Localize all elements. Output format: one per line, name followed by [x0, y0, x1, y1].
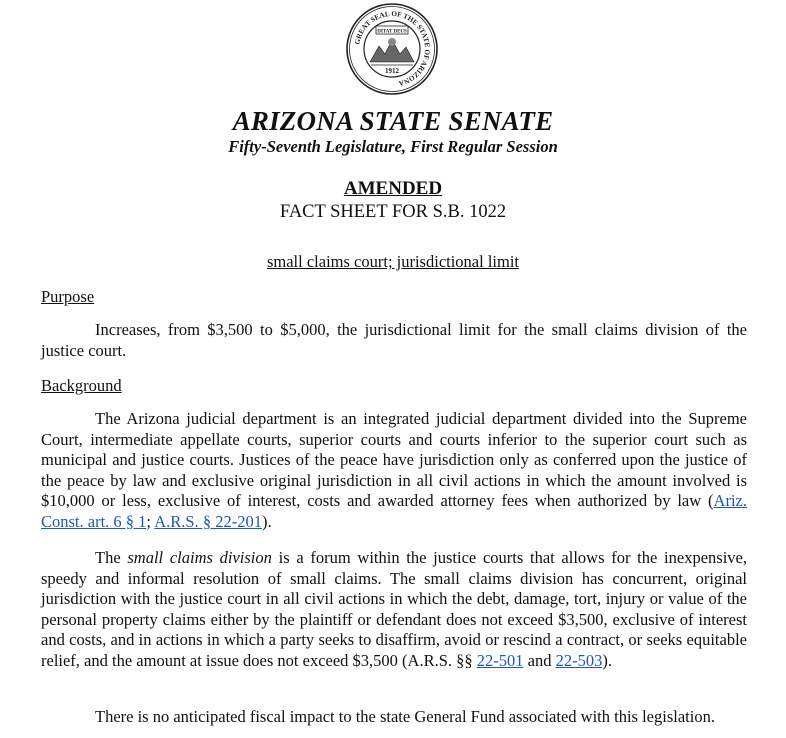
seal-year: 1912 [385, 67, 399, 75]
background-p2-end: ). [602, 650, 612, 670]
amended-label: AMENDED [343, 178, 443, 199]
background-p1-end: ). [261, 511, 272, 531]
background-p1-text: The Arizona judicial department is an integrated judicial department divided into the Supreme Court, intermediate appellate courts, superior courts and courts inferior to the superior court such as municipal and justice courts. Justices of the peace have jurisdiction only as conferred upon the justice of the peace by law and exclusive original jurisdiction in all civil actions in which the amount involved is $10,000 or less, exclusive of interest, costs and awarded attorney fees when authorized by law ( [41, 409, 747, 511]
link-ars-22-501[interactable]: 22-501 [476, 650, 524, 670]
senate-title: ARIZONA STATE SENATE [232, 106, 554, 136]
background-p2-and: and [523, 650, 556, 670]
background-heading: Background [41, 376, 122, 395]
seal-motto: DITAT DEUS [377, 29, 407, 35]
seal-ring-text: GREAT SEAL OF THE STATE OF ARIZONA [353, 9, 432, 88]
fiscal-impact-paragraph: There is no anticipated fiscal impact to the state General Fund associated with this legislation. [95, 707, 715, 726]
state-seal [345, 2, 439, 96]
purpose-heading: Purpose [41, 287, 95, 306]
link-ariz-const[interactable]: Ariz. Const. art. 6 § 1 [41, 491, 747, 531]
link-ars-22-201[interactable]: A.R.S. § 22-201 [154, 511, 262, 531]
bill-subject: small claims court; jurisdictional limit [266, 252, 520, 271]
background-p2-lead: The [95, 548, 128, 567]
seal-graphic [345, 2, 439, 96]
link-ars-22-503[interactable]: 22-503 [555, 650, 603, 670]
small-claims-term: small claims division [127, 548, 272, 567]
session-subtitle: Fifty-Seventh Legislature, First Regular Session [228, 137, 558, 156]
purpose-paragraph: Increases, from $3,500 to $5,000, the jurisdictional limit for the small claims division of the justice court. [41, 320, 747, 360]
background-p1-separator: ; [146, 511, 155, 531]
background-paragraph-1 [41, 409, 747, 533]
fact-sheet-title: FACT SHEET FOR S.B. 1022 [279, 202, 507, 222]
background-paragraph-2 [41, 548, 747, 672]
background-p2-text: is a forum within the justice courts that allows for the inexpensive, speedy and informal resolution of small claims. The small claims division has concurrent, original jurisdiction with the justice court in all civil actions in which the debt, damage, tort, injury or value of the personal property claims either by the plaintiff or defendant does not exceed $3,500, exclusive of interest and costs, and in actions in which a party seeks to disaffirm, avoid or rescind a contract, or seeks equitable relief, and the amount at issue does not exceed $3,500 (A.R.S. §§ [41, 548, 747, 670]
